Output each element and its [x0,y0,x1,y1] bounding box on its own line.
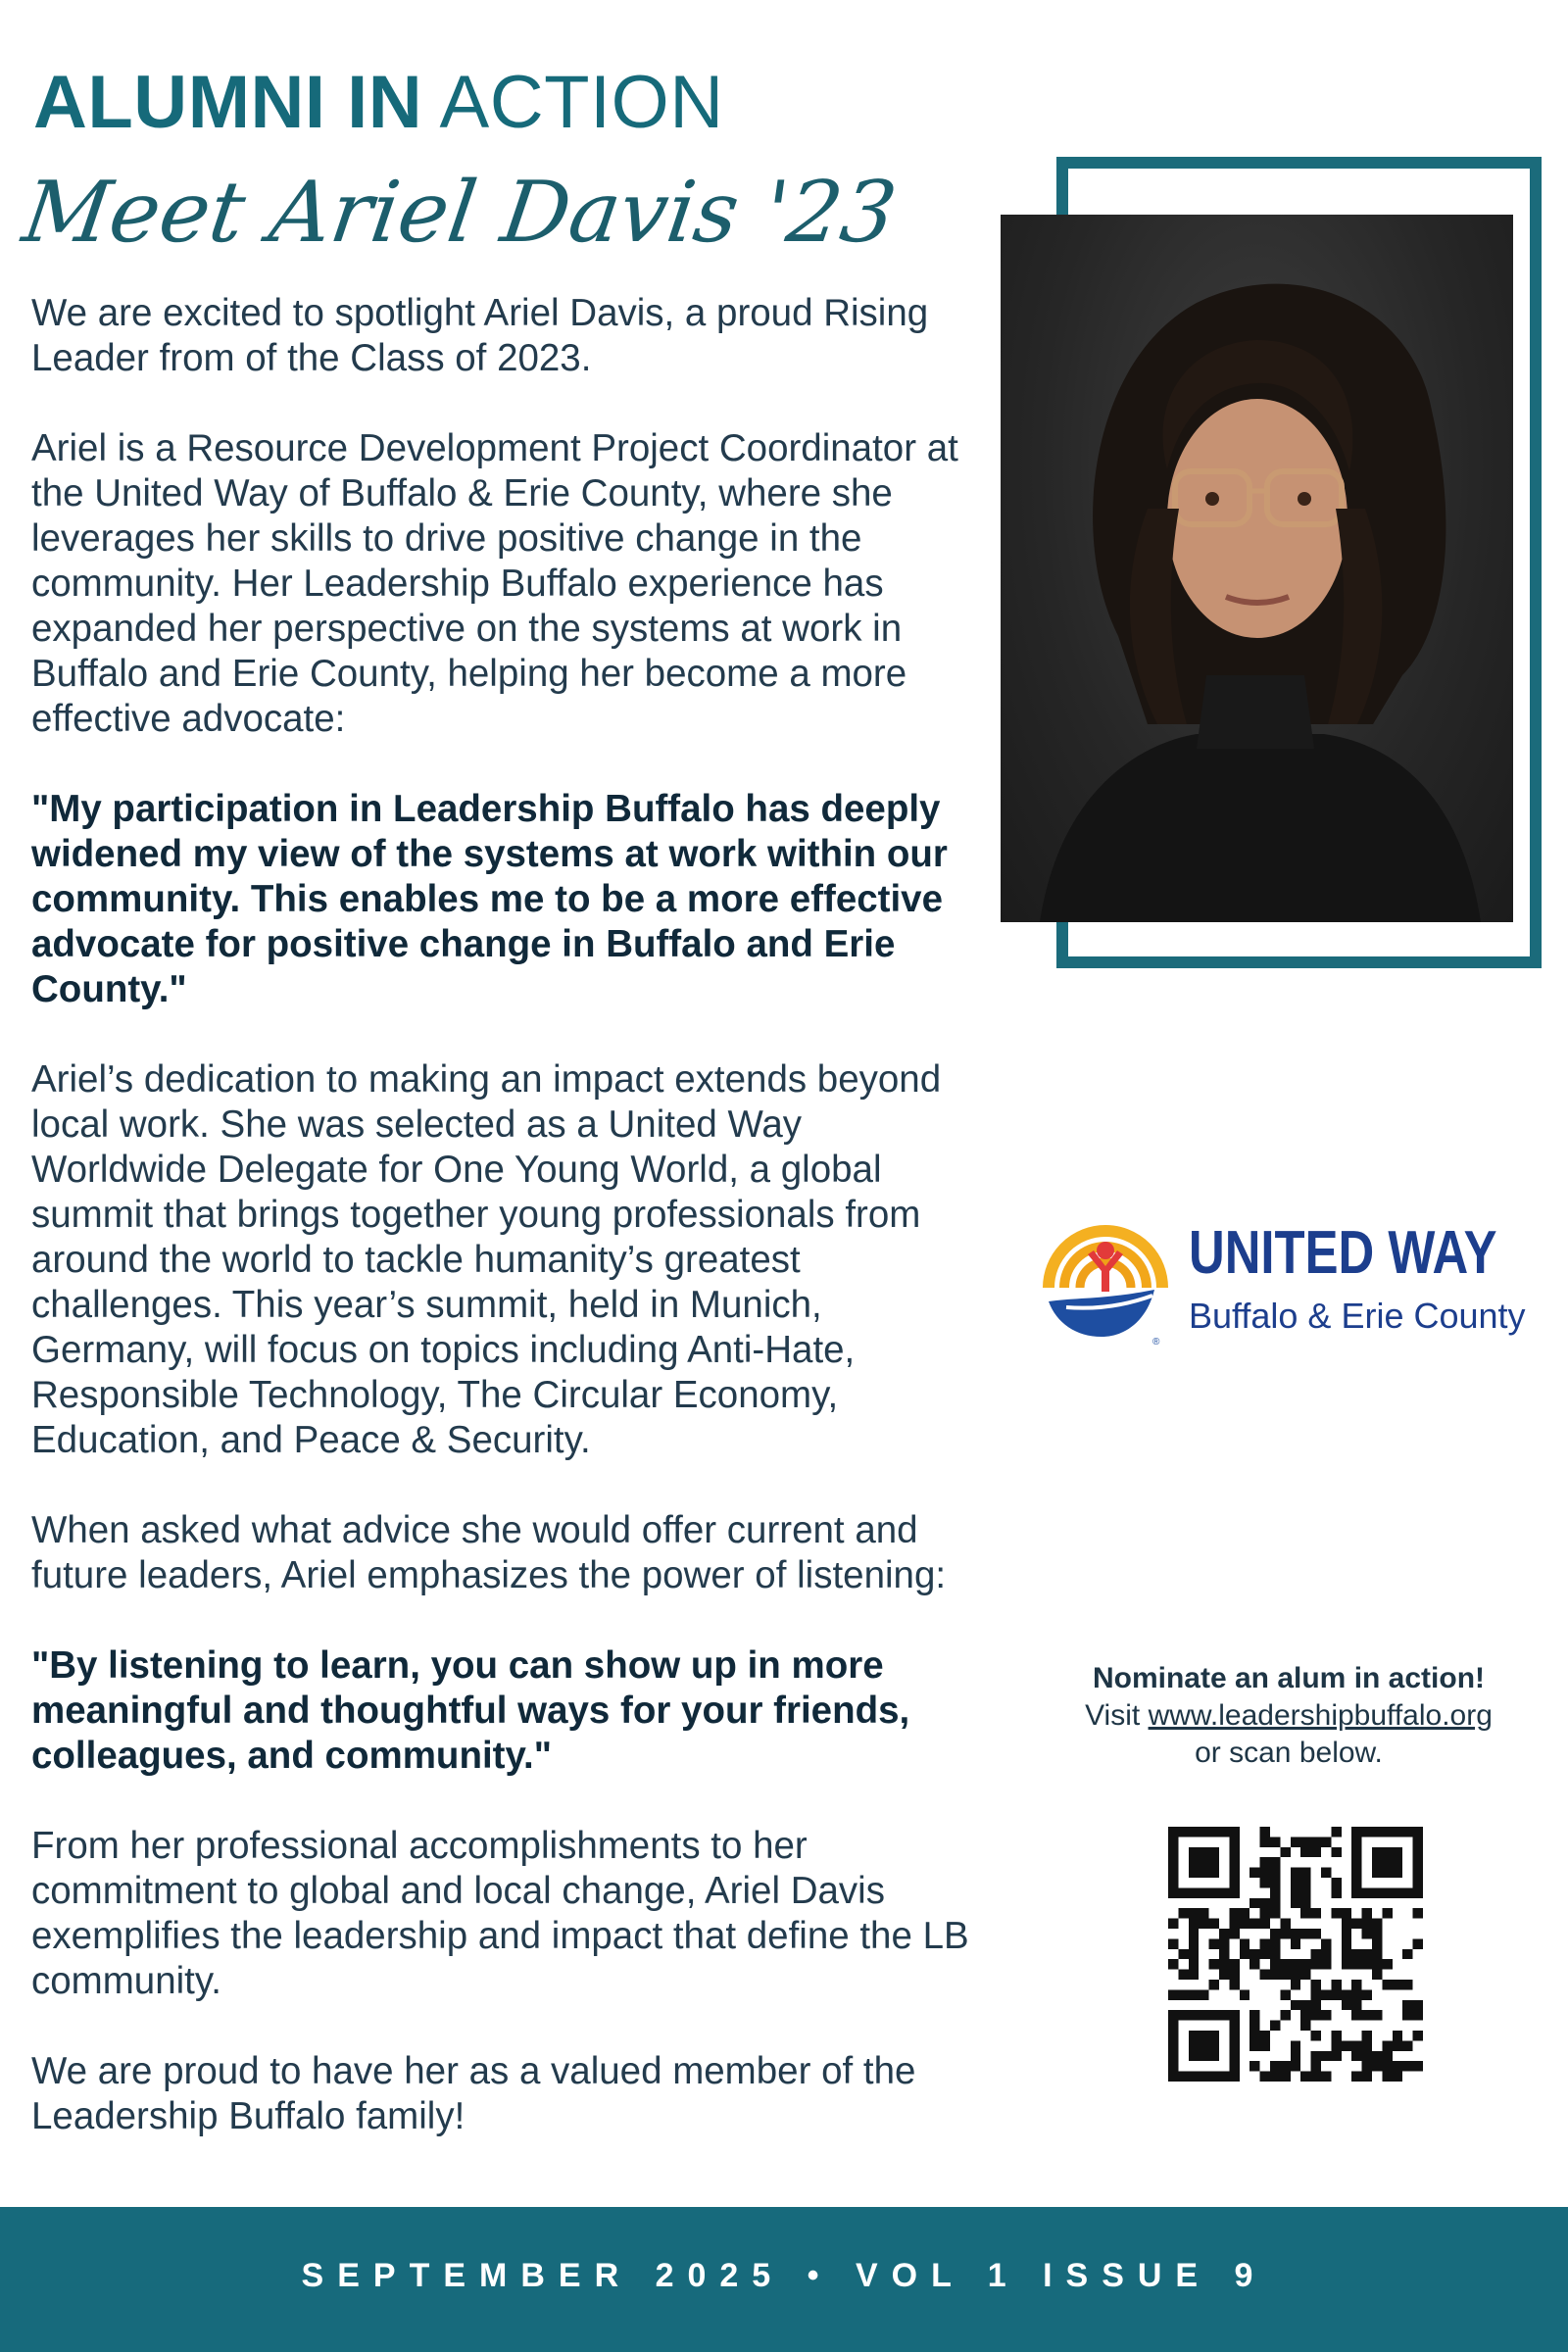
qr-module [1291,1878,1300,1887]
qr-module [1168,1989,1178,1999]
qr-module [1209,1919,1219,1929]
qr-module [1291,1938,1300,1948]
qr-module [1260,1857,1270,1867]
qr-module [1382,2040,1392,2050]
qr-module [1260,1878,1270,1887]
qr-finder-inner [1189,1847,1219,1878]
qr-module [1351,2072,1361,2082]
qr-module [1342,1908,1351,1918]
qr-module [1362,2061,1372,2071]
qr-module [1351,1919,1361,1929]
qr-module [1372,1949,1382,1959]
article-role: Ariel is a Resource Development Project Coordinator at the United Way of Buffalo & Erie County, where she leverages her skills to drive positive change in the community. Her Leadership Buffalo experience has expanded her perspective on the systems at work in Buffalo and Erie County, helping her become a more effective advocate: [31,427,958,740]
qr-module [1402,1949,1412,1959]
qr-module [1372,1970,1382,1980]
qr-module [1270,2021,1280,2031]
qr-module [1311,1989,1321,1999]
qr-module [1321,1949,1331,1959]
qr-module [1311,2072,1321,2082]
qr-module [1199,1919,1208,1929]
qr-module [1300,1898,1310,1908]
nominate-scan-text: or scan below. [1195,1737,1383,1769]
qr-module [1219,1949,1229,1959]
qr-module [1229,1959,1239,1969]
qr-finder-inner [1189,2031,1219,2061]
qr-module [1250,2031,1259,2040]
qr-module [1280,1959,1290,1969]
qr-module [1260,1908,1270,1918]
qr-module [1331,2031,1341,2040]
qr-module [1189,1970,1199,1980]
qr-module [1311,1959,1321,1969]
qr-module [1291,2040,1300,2050]
qr-module [1291,1887,1300,1897]
qr-module [1240,1938,1250,1948]
qr-module [1300,1847,1310,1857]
article-delegate: Ariel’s dedication to making an impact extends beyond local work. She was selected as a United Way Worldwide Delegate for One Young World, a global summit that brings together young professionals from around the world to tackle humanity’s greatest challenges. This year’s summit, held in Munich, Germany, will focus on topics including Anti-Hate, Responsible Technology, The Circular Economy, Education, and Peace & Security. [31,1058,942,1461]
qr-module [1311,2010,1321,2020]
qr-module [1280,1847,1290,1857]
qr-module [1300,2021,1310,2031]
qr-module [1291,1980,1300,1989]
qr-module [1342,2040,1351,2050]
qr-module [1300,2010,1310,2020]
qr-module [1331,1827,1341,1837]
qr-module [1362,2040,1372,2050]
qr-module [1382,1908,1392,1918]
qr-module [1362,1989,1372,1999]
qr-module [1178,1908,1188,1918]
qr-module [1393,2040,1402,2050]
qr-module [1229,1970,1239,1980]
qr-module [1362,2031,1372,2040]
qr-module [1270,1887,1280,1897]
qr-module [1402,1980,1412,1989]
qr-module [1168,1919,1178,1929]
qr-module [1189,1989,1199,1999]
qr-module [1260,1949,1270,1959]
qr-module [1270,1970,1280,1980]
qr-module [1250,1919,1259,1929]
article-body [31,291,972,2139]
qr-module [1168,1959,1178,1969]
article-summary: From her professional accomplishments to her commitment to global and local change, Ariel Davis exemplifies the leadership and impact that define the LB community. [31,1825,969,2002]
qr-module [1291,1959,1300,1969]
issue-info: SEPTEMBER 2025 • VOL 1 ISSUE 9 [301,2257,1267,2294]
qr-module [1311,1908,1321,1918]
qr-module [1270,2061,1280,2071]
qr-module [1189,1959,1199,1969]
qr-module [1321,2010,1331,2020]
qr-module [1270,1938,1280,1948]
qr-module [1229,1908,1239,1918]
qr-module [1260,1868,1270,1878]
website-link[interactable]: www.leadershipbuffalo.org [1148,1699,1493,1732]
qr-module [1331,2040,1341,2050]
qr-module [1168,1938,1178,1948]
qr-module [1311,2031,1321,2040]
qr-module [1331,1908,1341,1918]
united-way-logo-icon [1037,1211,1174,1348]
qr-module [1178,1989,1188,1999]
qr-module [1402,2010,1412,2020]
qr-module [1331,1847,1341,1857]
qr-module [1300,2072,1310,2082]
qr-module [1291,1837,1300,1846]
qr-module [1342,2000,1351,2010]
qr-module [1291,2061,1300,2071]
qr-module [1331,1980,1341,1989]
qr-module [1321,1959,1331,1969]
qr-module [1362,1949,1372,1959]
qr-module [1219,1959,1229,1969]
qr-module [1199,1908,1208,1918]
qr-module [1270,1949,1280,1959]
qr-module [1240,1949,1250,1959]
visit-prefix: Visit [1085,1699,1149,1732]
qr-module [1280,2010,1290,2020]
qr-module [1291,1929,1300,1938]
qr-module [1260,1970,1270,1980]
qr-code[interactable] [1168,1827,1423,2082]
qr-module [1300,1908,1310,1918]
qr-module [1240,1908,1250,1918]
qr-module [1209,1980,1219,1989]
qr-module [1351,1989,1361,1999]
qr-module [1250,1959,1259,1969]
qr-module [1362,2010,1372,2020]
qr-module [1189,1919,1199,1929]
qr-module [1321,1938,1331,1948]
qr-module [1260,1837,1270,1846]
qr-module [1260,1898,1270,1908]
qr-module [1229,1919,1239,1929]
qr-module [1402,2000,1412,2010]
qr-module [1393,1980,1402,1989]
pull-quote-1: "My participation in Leadership Buffalo has deeply widened my view of the systems at work within our community. This enables me to be a more effective advocate for positive change in Buffalo and Erie County." [31,788,948,1010]
qr-module [1260,2040,1270,2050]
qr-module [1331,1887,1341,1897]
qr-module [1270,2072,1280,2082]
qr-module [1402,2040,1412,2050]
qr-module [1382,2051,1392,2061]
qr-module [1300,1887,1310,1897]
qr-module [1280,2061,1290,2071]
qr-module [1250,2040,1259,2050]
qr-module [1342,1929,1351,1938]
qr-module [1270,1929,1280,1938]
qr-module [1300,1970,1310,1980]
qr-module [1351,1980,1361,1989]
subtitle-script [17,147,903,284]
qr-module [1362,1919,1372,1929]
qr-module [1300,1878,1310,1887]
qr-module [1280,2072,1290,2082]
nominate-heading: Nominate an alum in action! [1092,1662,1486,1694]
qr-module [1382,1980,1392,1989]
qr-module [1321,1868,1331,1878]
qr-module [1331,2051,1341,2061]
qr-module [1260,1938,1270,1948]
qr-module [1362,1959,1372,1969]
qr-module [1240,1989,1250,1999]
qr-module [1250,1868,1259,1878]
qr-module [1280,1929,1290,1938]
qr-module [1311,2000,1321,2010]
qr-module [1351,1959,1361,1969]
nominate-callout [1009,1660,1568,1772]
qr-module [1351,2051,1361,2061]
qr-module [1342,1949,1351,1959]
qr-module [1342,1989,1351,1999]
qr-module [1372,1919,1382,1929]
qr-module [1351,2000,1361,2010]
qr-module [1342,1938,1351,1948]
logo-subtitle: Buffalo & Erie County [1189,1296,1526,1336]
qr-module [1291,1898,1300,1908]
qr-module [1321,2072,1331,2082]
qr-module [1393,2072,1402,2082]
qr-module [1209,1959,1219,1969]
qr-module [1362,1929,1372,1938]
qr-module [1382,1959,1392,1969]
qr-module [1219,1938,1229,1948]
qr-module [1291,2051,1300,2061]
qr-module [1219,1970,1229,1980]
qr-module [1250,1898,1259,1908]
qr-module [1250,2010,1259,2020]
qr-module [1311,1837,1321,1846]
qr-module [1413,1938,1423,1948]
qr-module [1321,1837,1331,1846]
qr-module [1280,1989,1290,1999]
article-closing: We are proud to have her as a valued member of the Leadership Buffalo family! [31,2050,916,2137]
qr-module [1311,2051,1321,2061]
qr-module [1382,2061,1392,2071]
qr-module [1362,2072,1372,2082]
qr-module [1321,2051,1331,2061]
qr-module [1382,2072,1392,2082]
article-advice: When asked what advice she would offer current and future leaders, Ariel emphasizes the power of listening: [31,1509,947,1596]
qr-module [1413,2061,1423,2071]
article-intro: We are excited to spotlight Ariel Davis, a proud Rising Leader from of the Class of 2023. [31,292,929,379]
qr-module [1229,1929,1239,1938]
qr-module [1280,1970,1290,1980]
portrait-illustration [1001,215,1513,922]
qr-module [1260,1827,1270,1837]
qr-finder-inner [1372,1847,1402,1878]
qr-module [1270,1857,1280,1867]
nominate-visit [1009,1697,1568,1735]
pull-quote-2: "By listening to learn, you can show up in more meaningful and thoughtful ways for your friends, colleagues, and community." [31,1644,910,1777]
qr-module [1372,1959,1382,1969]
qr-module [1311,1949,1321,1959]
qr-module [1219,1929,1229,1938]
qr-module [1270,1959,1280,1969]
qr-module [1189,1929,1199,1938]
qr-module [1413,2010,1423,2020]
qr-module [1331,1989,1341,1999]
footer-bar [0,2207,1568,2352]
qr-module [1331,1878,1341,1887]
page-title [33,59,724,147]
qr-module [1250,1949,1259,1959]
qr-module [1372,1938,1382,1948]
qr-module [1291,2000,1300,2010]
qr-module [1199,1989,1208,1999]
qr-module [1270,1898,1280,1908]
qr-module [1178,1949,1188,1959]
qr-module [1362,2051,1372,2061]
qr-module [1280,1919,1290,1929]
qr-module [1240,1919,1250,1929]
qr-module [1362,1908,1372,1918]
qr-module [1413,2031,1423,2040]
qr-module [1209,1938,1219,1948]
qr-module [1300,1868,1310,1878]
qr-module [1189,1949,1199,1959]
qr-module [1260,2031,1270,2040]
qr-module [1351,1949,1361,1959]
qr-module [1311,1929,1321,1938]
registered-mark: ® [1152,1337,1160,1348]
qr-module [1321,1989,1331,1999]
qr-module [1270,1878,1280,1887]
title-bold: ALUMNI IN [33,61,423,144]
portrait-photo [1001,215,1513,922]
qr-module [1393,2061,1402,2071]
qr-module [1372,1929,1382,1938]
qr-module [1372,2061,1382,2071]
qr-module [1189,1938,1199,1948]
qr-module [1291,1970,1300,1980]
qr-module [1270,1908,1280,1918]
qr-module [1402,2061,1412,2071]
qr-module [1270,1837,1280,1846]
qr-module [1178,1970,1188,1980]
qr-module [1229,1980,1239,1989]
qr-module [1342,1919,1351,1929]
qr-module [1250,2061,1259,2071]
qr-module [1311,2061,1321,2071]
subtitle-script-text: Meet Ariel Davis '23 [17,164,903,262]
qr-module [1250,2021,1259,2031]
logo-name: UNITED WAY [1189,1219,1497,1287]
qr-module [1189,1908,1199,1918]
qr-module [1291,1868,1300,1878]
qr-module [1372,2010,1382,2020]
qr-module [1270,1868,1280,1878]
qr-module [1300,1959,1310,1969]
qr-module [1351,2040,1361,2050]
qr-module [1413,2000,1423,2010]
qr-module [1393,2031,1402,2040]
qr-module [1260,1919,1270,1929]
qr-module [1260,2072,1270,2082]
qr-module [1372,2051,1382,2061]
qr-module [1413,1908,1423,1918]
qr-module [1311,1980,1321,1989]
qr-module [1311,1847,1321,1857]
title-light: ACTION [439,61,724,144]
qr-module [1300,1929,1310,1938]
qr-module [1300,1837,1310,1846]
qr-module [1342,1959,1351,1969]
qr-module [1300,2000,1310,2010]
qr-module [1351,2010,1361,2020]
